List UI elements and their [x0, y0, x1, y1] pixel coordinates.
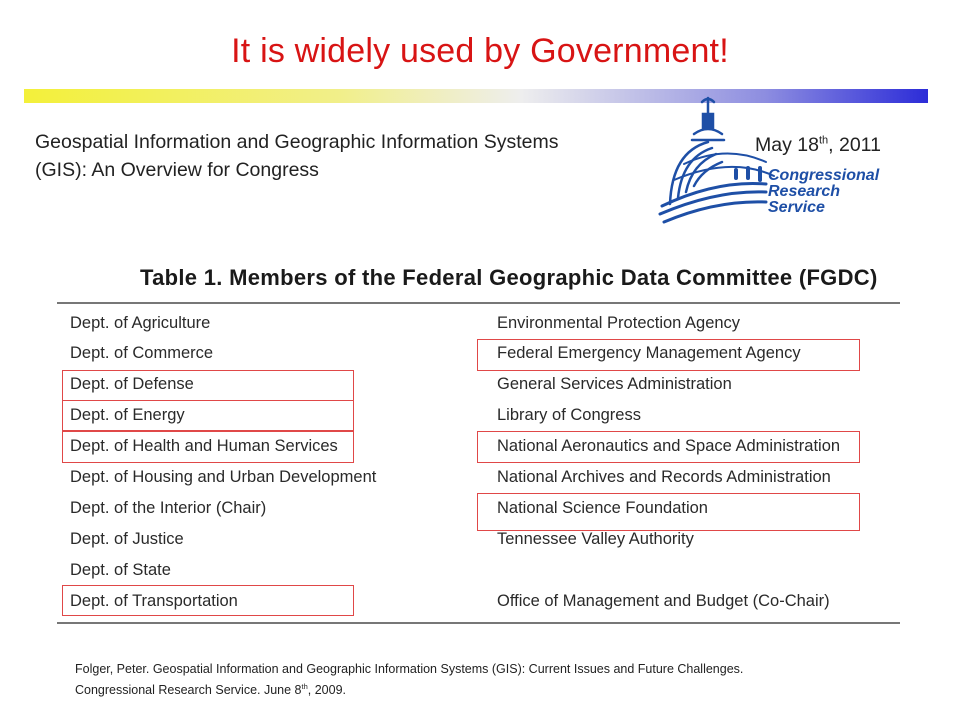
table-cell-right: Office of Management and Budget (Co-Chair)	[497, 592, 830, 610]
table-cell-left: Dept. of Justice	[70, 530, 184, 548]
table-title: Table 1. Members of the Federal Geographic Data Committee (FGDC)	[140, 265, 878, 290]
table-cell-left: Dept. of Housing and Urban Development	[70, 468, 377, 486]
table-cell-left: Dept. of Agriculture	[70, 314, 211, 332]
table-bottom-rule	[57, 622, 900, 624]
table-cell-right: National Science Foundation	[497, 499, 708, 517]
table-cell-left: Dept. of Commerce	[70, 344, 214, 362]
table-cell-right: National Archives and Records Administration	[497, 468, 831, 486]
table-cell-left: Dept. of Transportation	[70, 592, 238, 610]
citation-footnote: Folger, Peter. Geospatial Information and Geographic Information Systems (GIS): Current Issues and Future Challenges. Congressional Research Service. June 8th, 2009.	[75, 662, 744, 698]
crs-logo-text: Congressional Research Service	[768, 167, 880, 216]
table-cell-right: Federal Emergency Management Agency	[497, 344, 801, 362]
table-cell-right: Library of Congress	[497, 406, 641, 424]
table-cell-right: Tennessee Valley Authority	[497, 530, 694, 548]
table-cell-left: Dept. of State	[70, 561, 171, 579]
table-cell-left: Dept. of Energy	[70, 406, 185, 424]
report-subtitle: Geospatial Information and Geographic Information Systems (GIS): An Overview for Congress	[35, 131, 559, 181]
table-cell-right: General Services Administration	[497, 375, 732, 393]
table-cell-left: Dept. of Defense	[70, 375, 194, 393]
table-cell-left: Dept. of the Interior (Chair)	[70, 499, 267, 517]
presentation-date: May 18th, 2011	[755, 134, 881, 156]
slide-title: It is widely used by Government!	[231, 32, 729, 70]
table-cell-right: Environmental Protection Agency	[497, 314, 741, 332]
table-top-rule	[57, 302, 900, 304]
table-cell-left: Dept. of Health and Human Services	[70, 437, 338, 455]
table-cell-right: National Aeronautics and Space Administration	[497, 437, 841, 455]
